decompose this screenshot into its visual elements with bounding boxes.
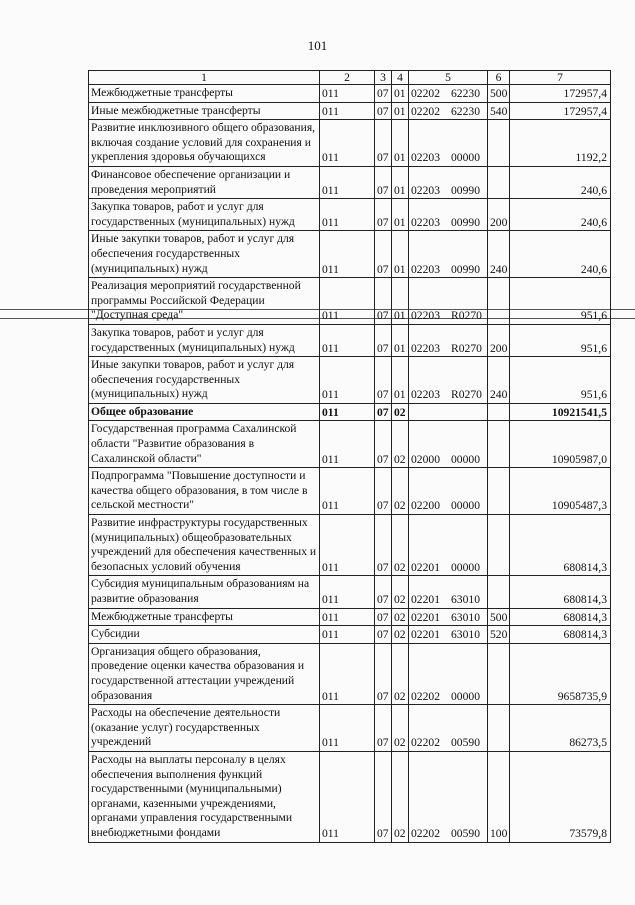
row-cs-direction: 00590 (451, 826, 480, 840)
row-name: Развитие инклюзивного общего образования, включая создание условий для сохранения и укрепления здоровья обучающихся (89, 120, 320, 167)
row-cs-program: 02202 (411, 87, 440, 100)
row-rz: 07 (375, 324, 392, 356)
row-name: Реализация мероприятий государственной программы Российской Федерации "Доступная среда" (89, 278, 320, 325)
row-cs (409, 120, 488, 167)
row-sum: 86273,5 (510, 705, 611, 752)
row-cs-direction: 62230 (451, 87, 480, 100)
header-cell: 5 (409, 71, 488, 85)
row-name: Межбюджетные трансферты (89, 608, 320, 626)
row-name: Закупка товаров, работ и услуг для государственных (муниципальных) нужд (89, 324, 320, 356)
row-cs-direction: 00000 (451, 499, 480, 513)
row-sum: 172957,4 (510, 85, 611, 103)
row-vr: 100 (488, 751, 510, 842)
row-name: Иные закупки товаров, работ и услуг для обеспечения государственных (муниципальных) нужд (89, 231, 320, 278)
row-name: Расходы на выплаты персоналу в целях обеспечения выполнения функций государственными (муниципальными) органами, казенными учреждениями, органами управления государственными внебюджетными фондами (89, 751, 320, 842)
row-name: Государственная программа Сахалинской области "Развитие образования в Сахалинской области" (89, 421, 320, 468)
row-name: Иные закупки товаров, работ и услуг для обеспечения государственных (муниципальных) нужд (89, 357, 320, 404)
row-ved: 011 (320, 85, 375, 103)
row-sum: 73579,8 (510, 751, 611, 842)
row-cs-program: 02201 (411, 560, 440, 574)
row-ved: 011 (320, 643, 375, 704)
row-rz: 07 (375, 576, 392, 608)
row-vr: 500 (488, 85, 510, 103)
row-pr: 02 (392, 626, 409, 644)
header-cell: 4 (392, 71, 409, 85)
table-row (89, 421, 611, 468)
header-cell: 7 (510, 71, 611, 85)
header-row (89, 71, 611, 85)
row-pr: 02 (392, 643, 409, 704)
table-row (89, 231, 611, 278)
row-pr: 02 (392, 515, 409, 576)
header-cell: 3 (375, 71, 392, 85)
row-rz: 07 (375, 166, 392, 198)
row-cs-direction: R0270 (451, 341, 482, 355)
row-sum: 9658735,9 (510, 643, 611, 704)
row-cs-program: 02000 (411, 452, 440, 466)
row-rz: 07 (375, 85, 392, 103)
row-cs-program: 02201 (411, 610, 440, 624)
row-sum: 680814,3 (510, 626, 611, 644)
row-cs-direction: 00000 (451, 689, 480, 703)
row-cs-direction: 63010 (451, 610, 480, 624)
row-pr: 02 (392, 468, 409, 515)
row-ved: 011 (320, 120, 375, 167)
row-vr: 200 (488, 199, 510, 231)
row-sum: 10905487,3 (510, 468, 611, 515)
row-pr: 01 (392, 357, 409, 404)
row-pr: 01 (392, 120, 409, 167)
row-vr (488, 120, 510, 167)
table-row (89, 576, 611, 608)
row-cs-direction: 63010 (451, 593, 480, 606)
row-cs-direction: 00000 (451, 560, 480, 574)
table-row (89, 515, 611, 576)
row-ved: 011 (320, 751, 375, 842)
row-cs-direction: 63010 (451, 628, 480, 642)
row-cs-direction: 00990 (451, 183, 480, 197)
row-rz: 07 (375, 751, 392, 842)
row-sum: 951,6 (510, 357, 611, 404)
row-cs-program: 02201 (411, 593, 440, 606)
row-cs-program: 02203 (411, 309, 440, 323)
row-ved: 011 (320, 166, 375, 198)
row-name: Иные межбюджетные трансферты (89, 102, 320, 120)
row-rz: 07 (375, 468, 392, 515)
row-ved: 011 (320, 231, 375, 278)
row-cs-program: 02203 (411, 215, 440, 229)
row-cs-direction: 00000 (451, 452, 480, 466)
row-name: Финансовое обеспечение организации и проведения мероприятий (89, 166, 320, 198)
row-rz: 07 (375, 278, 392, 325)
page-number: 101 (307, 38, 328, 53)
row-rz: 07 (375, 231, 392, 278)
table-row (89, 324, 611, 356)
row-pr: 01 (392, 85, 409, 103)
row-rz: 07 (375, 120, 392, 167)
row-vr (488, 278, 510, 325)
row-sum: 680814,3 (510, 576, 611, 608)
row-name: Расходы на обеспечение деятельности (оказание услуг) государственных учреждений (89, 705, 320, 752)
row-vr (488, 576, 510, 608)
row-name: Организация общего образования, проведение оценки качества образования и государственной аттестации учреждений образования (89, 643, 320, 704)
row-rz: 07 (375, 705, 392, 752)
row-cs-direction: R0270 (451, 388, 482, 402)
row-ved: 011 (320, 626, 375, 644)
row-pr: 02 (392, 705, 409, 752)
row-sum: 240,6 (510, 199, 611, 231)
row-name: Подпрограмма "Повышение доступности и качества общего образования, в том числе в сельской местности" (89, 468, 320, 515)
row-pr: 01 (392, 231, 409, 278)
row-cs-program: 02202 (411, 826, 440, 840)
row-vr (488, 468, 510, 515)
table-row (89, 608, 611, 626)
row-rz: 07 (375, 102, 392, 120)
row-cs-program: 02203 (411, 341, 440, 355)
row-cs (409, 199, 488, 231)
row-rz: 07 (375, 515, 392, 576)
row-pr: 01 (392, 166, 409, 198)
row-vr (488, 421, 510, 468)
table-row (89, 705, 611, 752)
row-cs-program: 02200 (411, 499, 440, 513)
row-pr: 02 (392, 751, 409, 842)
row-sum: 1192,2 (510, 120, 611, 167)
row-name: Субсидии (89, 626, 320, 644)
row-rz: 07 (375, 421, 392, 468)
row-ved: 011 (320, 515, 375, 576)
row-pr: 01 (392, 278, 409, 325)
row-ved: 011 (320, 576, 375, 608)
row-sum: 172957,4 (510, 102, 611, 120)
row-rz: 07 (375, 403, 392, 421)
row-sum: 240,6 (510, 166, 611, 198)
row-cs-program: 02203 (411, 151, 440, 165)
row-ved: 011 (320, 324, 375, 356)
row-sum: 10921541,5 (510, 403, 611, 421)
table-row (89, 403, 611, 421)
row-pr: 02 (392, 421, 409, 468)
row-cs-direction: 00000 (451, 151, 480, 165)
row-sum: 240,6 (510, 231, 611, 278)
row-cs (409, 608, 488, 626)
row-vr (488, 705, 510, 752)
row-rz: 07 (375, 643, 392, 704)
row-cs (409, 468, 488, 515)
table-row (89, 278, 611, 325)
row-pr: 02 (392, 576, 409, 608)
row-ved: 011 (320, 278, 375, 325)
row-name: Закупка товаров, работ и услуг для государственных (муниципальных) нужд (89, 199, 320, 231)
table-row (89, 643, 611, 704)
row-ved: 011 (320, 357, 375, 404)
row-sum: 10905987,0 (510, 421, 611, 468)
row-vr (488, 403, 510, 421)
table-row (89, 85, 611, 103)
row-pr: 02 (392, 403, 409, 421)
row-name: Развитие инфраструктуры государственных (муниципальных) общеобразовательных учреждений для обеспечения качественных и безопасных условий обучения (89, 515, 320, 576)
row-ved: 011 (320, 403, 375, 421)
row-cs (409, 705, 488, 752)
row-vr: 540 (488, 102, 510, 120)
row-vr: 240 (488, 357, 510, 404)
row-cs (409, 403, 488, 421)
row-vr (488, 643, 510, 704)
row-cs-direction: 00590 (451, 736, 480, 750)
row-name: Межбюджетные трансферты (89, 85, 320, 103)
row-pr: 01 (392, 102, 409, 120)
row-ved: 011 (320, 102, 375, 120)
row-vr: 200 (488, 324, 510, 356)
row-cs (409, 751, 488, 842)
row-rz: 07 (375, 199, 392, 231)
row-ved: 011 (320, 421, 375, 468)
row-sum: 951,6 (510, 324, 611, 356)
row-ved: 011 (320, 608, 375, 626)
row-cs-program: 02203 (411, 183, 440, 197)
row-ved: 011 (320, 199, 375, 231)
table-row (89, 626, 611, 644)
row-cs (409, 576, 488, 608)
row-rz: 07 (375, 357, 392, 404)
row-sum: 680814,3 (510, 608, 611, 626)
table-row (89, 166, 611, 198)
table-row (89, 199, 611, 231)
row-vr: 240 (488, 231, 510, 278)
table-row (89, 357, 611, 404)
row-cs-direction: 00990 (451, 215, 480, 229)
row-cs-program: 02202 (411, 736, 440, 750)
row-vr: 500 (488, 608, 510, 626)
row-cs (409, 278, 488, 325)
row-ved: 011 (320, 705, 375, 752)
table-row (89, 120, 611, 167)
header-cell: 2 (320, 71, 375, 85)
row-cs-program: 02202 (411, 689, 440, 703)
row-sum: 680814,3 (510, 515, 611, 576)
row-pr: 02 (392, 608, 409, 626)
row-sum: 951,6 (510, 278, 611, 325)
row-cs (409, 421, 488, 468)
budget-table (88, 70, 611, 843)
row-vr (488, 166, 510, 198)
row-pr: 01 (392, 199, 409, 231)
row-cs (409, 85, 488, 103)
row-cs (409, 626, 488, 644)
row-cs-direction: 62230 (451, 104, 480, 118)
row-cs-direction: 00990 (451, 262, 480, 276)
row-rz: 07 (375, 626, 392, 644)
row-vr: 520 (488, 626, 510, 644)
row-cs (409, 515, 488, 576)
row-cs (409, 643, 488, 704)
row-cs-program: 02203 (411, 262, 440, 276)
table-row (89, 468, 611, 515)
header-cell: 1 (89, 71, 320, 85)
table-row (89, 751, 611, 842)
row-cs-direction: R0270 (451, 309, 482, 323)
row-cs (409, 102, 488, 120)
row-cs (409, 324, 488, 356)
row-cs-program: 02201 (411, 628, 440, 642)
row-ved: 011 (320, 468, 375, 515)
row-cs (409, 166, 488, 198)
row-cs-program: 02203 (411, 388, 440, 402)
row-name: Субсидия муниципальным образованиям на развитие образования (89, 576, 320, 608)
table-row (89, 102, 611, 120)
row-rz: 07 (375, 608, 392, 626)
row-cs (409, 231, 488, 278)
row-cs-program: 02202 (411, 104, 440, 118)
row-name: Общее образование (89, 403, 320, 421)
row-cs (409, 357, 488, 404)
row-vr (488, 515, 510, 576)
row-pr: 01 (392, 324, 409, 356)
header-cell: 6 (488, 71, 510, 85)
